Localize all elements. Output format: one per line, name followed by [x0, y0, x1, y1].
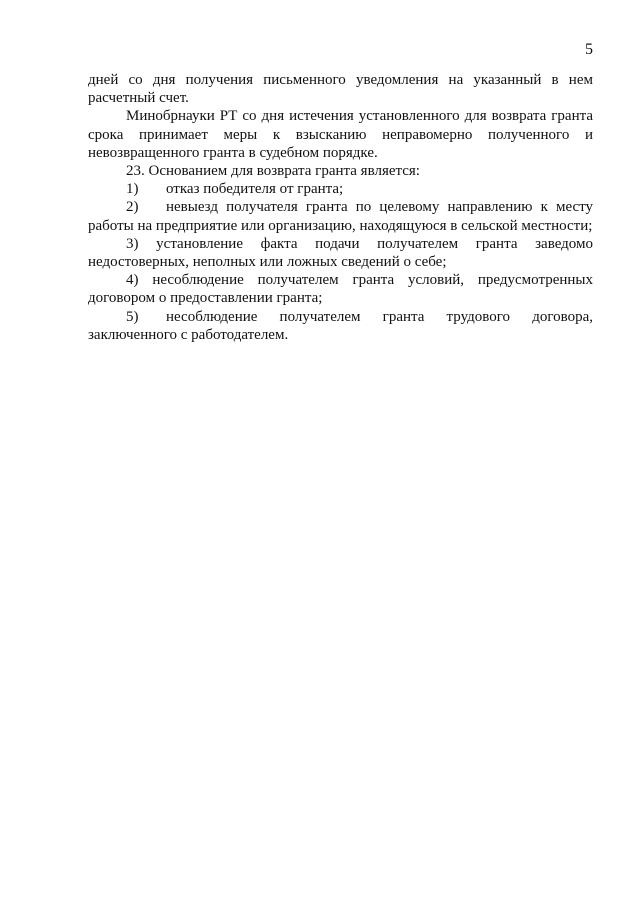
list-item-number: 2)	[126, 199, 139, 216]
list-item	[88, 271, 593, 307]
list-item-number: 1)	[126, 181, 139, 198]
document-body	[88, 71, 593, 344]
list-item-text: несоблюдение получателем гранта условий, предусмотренных договором о предоставлении гранта;	[88, 272, 594, 307]
list-item-number: 4)	[126, 272, 139, 289]
list-item-text: установление факта подачи получателем гранта заведомо недостоверных, неполных или ложных сведений о себе;	[88, 235, 593, 271]
list-item	[88, 308, 593, 344]
paragraph-continuation: дней со дня получения письменного уведомления на указанный в нем расчетный счет.	[88, 72, 593, 107]
list-item-text: невыезд получателя гранта по целевому направлению к месту работы на предприятие или организацию, находящуюся в сельской местности;	[88, 199, 593, 234]
list-item	[88, 180, 593, 198]
list-item	[88, 235, 593, 271]
list-item	[88, 198, 593, 234]
paragraph-recovery: Минобрнауки РТ со дня истечения установленного для возврата гранта срока принимает меры к взысканию неправомерно полученного и невозвращенного гранта в судебном порядке.	[88, 108, 593, 161]
page-number: 5	[585, 41, 593, 58]
paragraph-clause-23: 23. Основанием для возврата гранта является:	[126, 163, 420, 180]
list-item-number: 5)	[126, 308, 139, 325]
list-item-text: отказ победителя от гранта;	[166, 181, 344, 198]
list-item-number: 3)	[126, 235, 139, 252]
list-item-text: несоблюдение получателем гранта трудового договора, заключенного с работодателем.	[88, 308, 593, 343]
